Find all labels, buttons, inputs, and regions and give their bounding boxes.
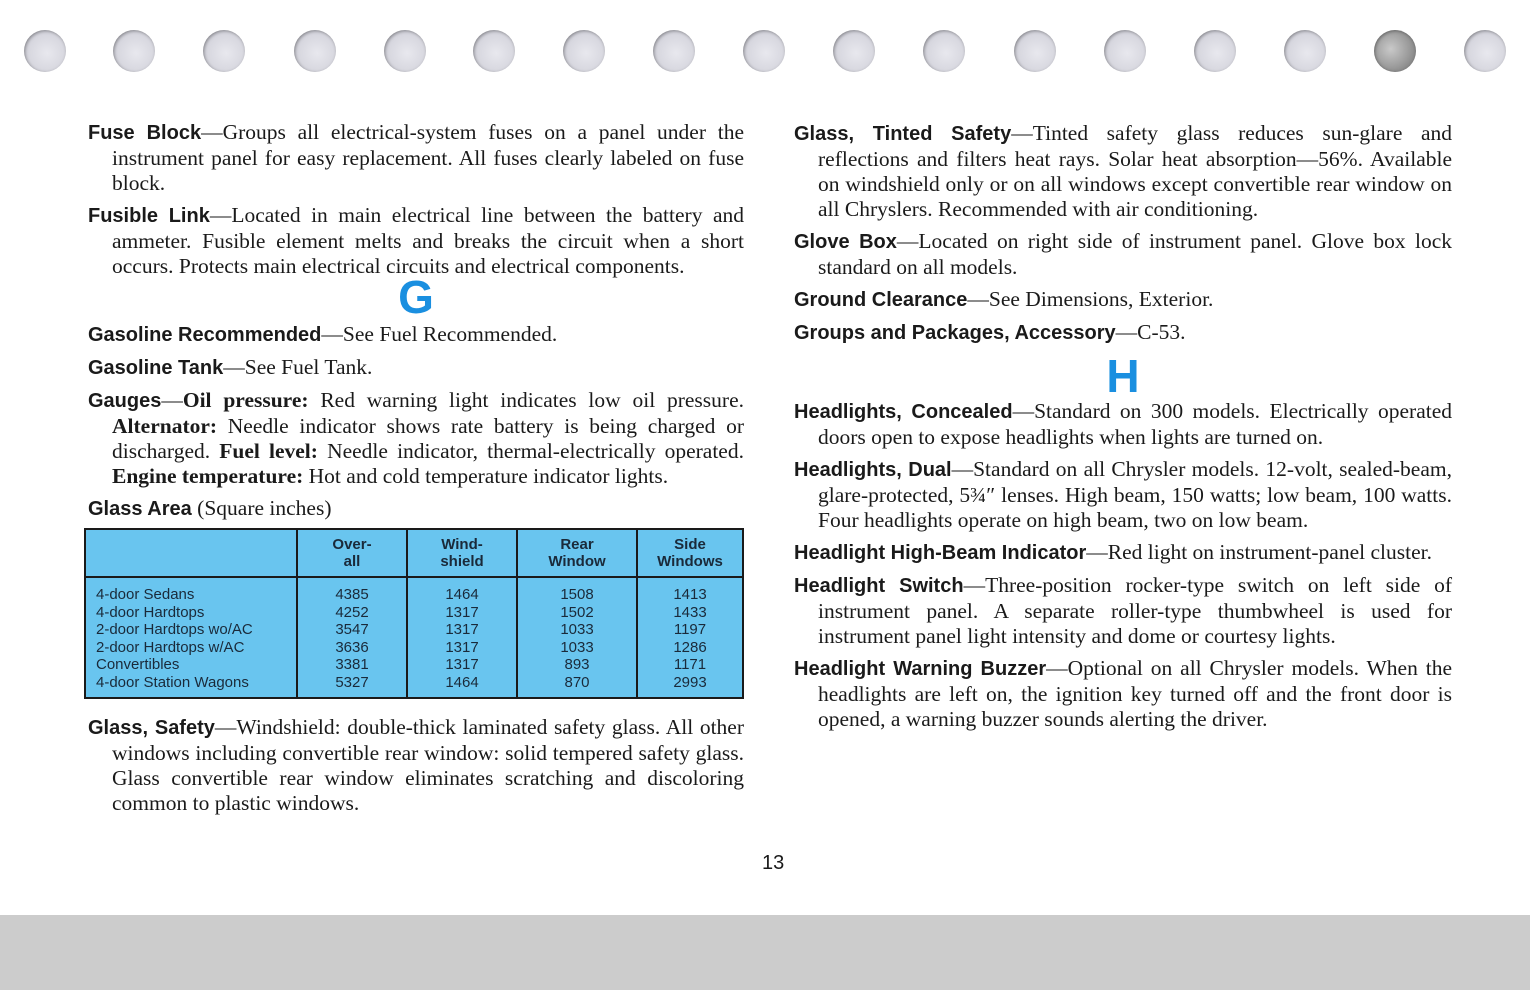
header-line: Side: [674, 536, 706, 553]
entry-groups-packages: [794, 320, 1452, 346]
binding-hole: [1374, 30, 1416, 72]
section-letter-h: H: [1106, 350, 1140, 402]
entry-fuse-block: [88, 120, 744, 196]
binding-hole: [1464, 30, 1506, 72]
binding-hole: [743, 30, 785, 72]
table-header-windshield: [407, 530, 517, 577]
cell-overall: 4385: [297, 577, 407, 604]
entry-gasoline-tank: [88, 355, 744, 381]
entry-term: Fuse Block: [88, 122, 202, 144]
binding-hole: [294, 30, 336, 72]
gauge-temperature-text: Hot and cold temperature indicator lights.: [303, 464, 669, 488]
cell-side-windows: 1286: [637, 639, 742, 657]
cell-side-windows: 1171: [637, 656, 742, 674]
binding-hole: [833, 30, 875, 72]
entry-glove-box: [794, 229, 1452, 280]
right-column: [794, 121, 1452, 739]
binding-hole: [923, 30, 965, 72]
binding-hole: [653, 30, 695, 72]
row-label: 2-door Hardtops wo/AC: [96, 621, 253, 638]
row-label: 4-door Sedans: [96, 586, 195, 603]
table-header-corner: [86, 530, 297, 577]
entry-text: —Windshield: double-thick laminated safety glass. All other windows including convertible rear window: solid tempered safety glass. Glass convertible rear window eliminates scratching and discoloring common to plastic windows.: [112, 715, 744, 815]
header-line: all: [343, 553, 361, 570]
entry-headlight-switch: [794, 573, 1452, 649]
entry-text: —See Fuel Recommended.: [321, 322, 558, 346]
cell-side-windows: 2993: [637, 674, 742, 698]
cell-side-windows: 1433: [637, 604, 742, 622]
entry-term: Ground Clearance: [794, 289, 968, 311]
cell-windshield: 1317: [407, 604, 517, 622]
cell-overall: 3636: [297, 639, 407, 657]
entry-text: —Groups all electrical-system fuses on a panel under the instrument panel for easy replacement. All fuses clearly labeled on fuse block.: [112, 120, 744, 195]
header-line: shield: [440, 553, 484, 570]
cell-side-windows: 1197: [637, 621, 742, 639]
entry-text: (Square inches): [191, 496, 332, 520]
binding-hole: [113, 30, 155, 72]
cell-rear-window: 870: [517, 674, 637, 698]
table-row: [86, 639, 742, 657]
table-row: [86, 656, 742, 674]
binding-hole: [1104, 30, 1146, 72]
table-header-side-windows: [637, 530, 742, 577]
cell-rear-window: 893: [517, 656, 637, 674]
table-row: [86, 621, 742, 639]
entry-dash: —: [161, 388, 183, 412]
entry-fusible-link: [88, 203, 744, 279]
entry-term: Headlight Warning Buzzer: [794, 658, 1047, 680]
entry-text: —Red light on instrument-panel cluster.: [1086, 540, 1432, 564]
entry-headlights-dual: [794, 457, 1452, 533]
entry-term: Headlight High-Beam Indicator: [794, 542, 1087, 564]
entry-term: Headlights, Concealed: [794, 401, 1013, 423]
row-label: 2-door Hardtops w/AC: [96, 638, 245, 656]
entry-term: Gauges: [88, 390, 162, 412]
gauge-alternator-text: Needle indicator shows rate battery is being charged or discharged.: [112, 414, 744, 463]
cell-overall: 3547: [297, 621, 407, 639]
binding-hole: [473, 30, 515, 72]
cell-overall: 5327: [297, 674, 407, 698]
entry-gasoline-recommended: [88, 322, 744, 348]
gauge-alternator-label: Alternator:: [112, 414, 218, 438]
section-letter-g: G: [398, 271, 434, 323]
entry-term: Glass, Tinted Safety: [794, 123, 1012, 145]
entry-gauges: [88, 388, 744, 489]
entry-term: Groups and Packages, Accessory: [794, 322, 1116, 344]
header-line: Window: [548, 553, 606, 570]
cell-windshield: 1317: [407, 621, 517, 639]
entry-text: —C-53.: [1115, 320, 1186, 344]
left-column: [88, 120, 744, 823]
table-header-overall: [297, 530, 407, 577]
entry-warning-buzzer: [794, 656, 1452, 732]
table-header-rear-window: [517, 530, 637, 577]
entry-glass-area: [88, 496, 744, 522]
entry-term: Headlights, Dual: [794, 459, 952, 481]
gauge-fuel-text: Needle indicator, thermal-electrically operated.: [317, 439, 744, 463]
entry-text: —Located in main electrical line between the battery and ammeter. Fusible element melts and breaks the circuit when a short occurs. Protects main electrical circuits and electrical components.: [112, 203, 744, 278]
table-row: [86, 577, 742, 604]
table-header-row: [86, 530, 742, 577]
entry-ground-clearance: [794, 287, 1452, 313]
cell-windshield: 1464: [407, 577, 517, 604]
entry-term: Headlight Switch: [794, 575, 964, 597]
binding-hole: [203, 30, 245, 72]
spiral-binding-holes: [0, 0, 1530, 100]
binding-hole: [1014, 30, 1056, 72]
page-number: 13: [762, 852, 785, 874]
cell-rear-window: 1033: [517, 639, 637, 657]
header-line: Rear: [560, 536, 594, 553]
entry-term: Glove Box: [794, 231, 897, 253]
row-label: Convertibles: [96, 656, 180, 673]
cell-windshield: 1317: [407, 639, 517, 657]
gauge-oil-text: Red warning light indicates low oil pressure.: [308, 388, 744, 412]
header-line: Over-: [332, 536, 372, 553]
row-label: 4-door Station Wagons: [96, 673, 249, 691]
entry-headlights-concealed: [794, 399, 1452, 450]
cell-overall: 4252: [297, 604, 407, 622]
header-line: Windows: [657, 553, 723, 570]
entry-glass-safety: [88, 715, 744, 816]
binding-hole: [1194, 30, 1236, 72]
entry-text: —Standard on 300 models. Electrically operated doors open to expose headlights when lights are turned on.: [818, 399, 1452, 449]
entry-text: —See Dimensions, Exterior.: [967, 287, 1214, 311]
entry-text: —Optional on all Chrysler models. When the headlights are left on, the ignition key turned off and the front door is opened, a warning buzzer sounds alerting the driver.: [818, 656, 1453, 731]
binding-hole: [1284, 30, 1326, 72]
entry-text: —See Fuel Tank.: [223, 355, 373, 379]
row-label: 4-door Hardtops: [96, 603, 205, 621]
cell-windshield: 1464: [407, 674, 517, 698]
entry-glass-tinted-safety: [794, 121, 1452, 222]
binding-hole: [24, 30, 66, 72]
binding-hole: [563, 30, 605, 72]
glass-area-table-grid: [86, 530, 742, 697]
header-line: Wind-: [441, 536, 483, 553]
entry-term: Fusible Link: [88, 205, 210, 227]
table-row: [86, 604, 742, 622]
entry-term: Gasoline Recommended: [88, 324, 322, 346]
cell-overall: 3381: [297, 656, 407, 674]
cell-windshield: 1317: [407, 656, 517, 674]
bottom-margin-bar: [0, 915, 1530, 990]
gauge-fuel-label: Fuel level:: [219, 439, 318, 463]
entry-text: —Tinted safety glass reduces sun-glare and reflections and filters heat rays. Solar heat absorption—56%. Available on windshield only or on all windows except convertible rear window on all Chryslers. Recommended with air conditioning.: [818, 121, 1452, 221]
cell-side-windows: 1413: [637, 577, 742, 604]
gauge-temperature-label: Engine temperature:: [112, 464, 304, 488]
binding-hole: [384, 30, 426, 72]
entry-term: Glass Area: [88, 498, 192, 520]
entry-term: Glass, Safety: [88, 717, 215, 739]
cell-rear-window: 1502: [517, 604, 637, 622]
entry-text: —Standard on all Chrysler models. 12-volt, sealed-beam, glare-protected, 5¾″ lenses. High beam, 150 watts; low beam, 100 watts. Four headlights operate on high beam, two on low beam.: [818, 457, 1452, 532]
table-row: [86, 674, 742, 698]
glass-area-table: [84, 528, 744, 699]
entry-term: Gasoline Tank: [88, 357, 224, 379]
gauge-oil-label: Oil pressure:: [182, 388, 309, 412]
cell-rear-window: 1508: [517, 577, 637, 604]
entry-high-beam-indicator: [794, 540, 1452, 566]
cell-rear-window: 1033: [517, 621, 637, 639]
entry-text: —Located on right side of instrument panel. Glove box lock standard on all models.: [818, 229, 1453, 279]
entry-text: —Three-position rocker-type switch on left side of instrument panel. A separate roller-type thumbwheel is used for instrument panel light intensity and dome or courtesy lights.: [818, 573, 1452, 648]
